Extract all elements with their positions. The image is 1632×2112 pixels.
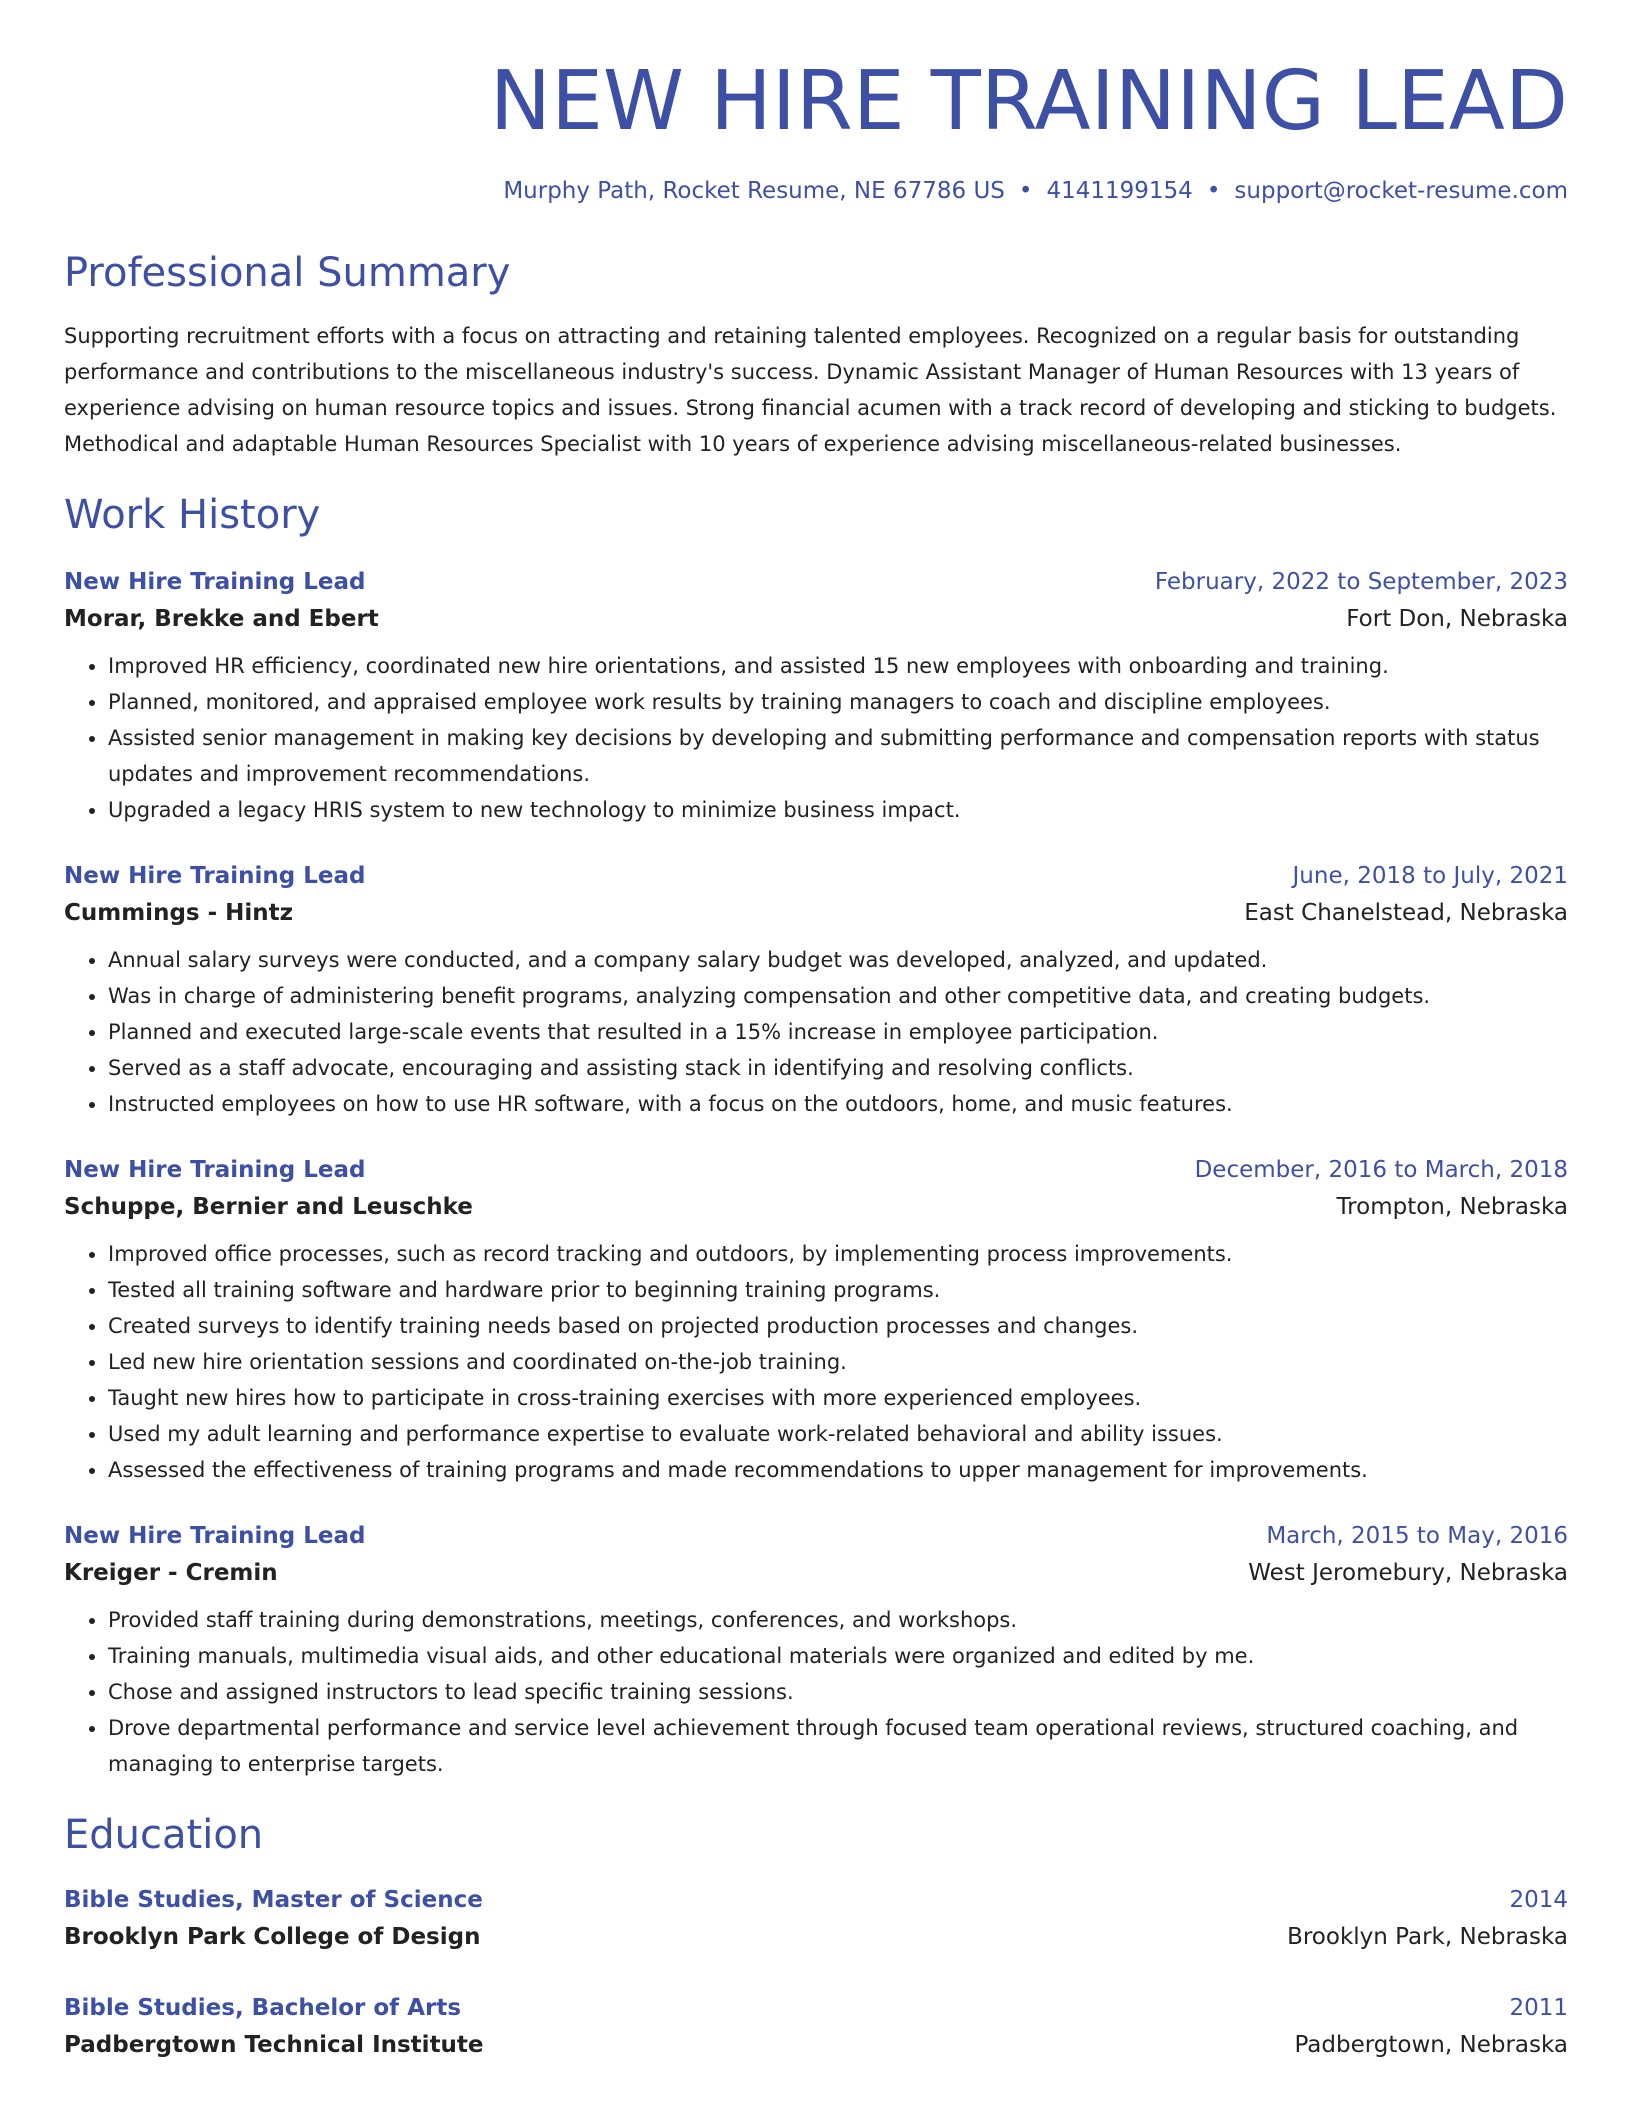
summary-section: [64, 248, 1568, 462]
job-bullets: [64, 1236, 1568, 1488]
education-degree-row: [64, 1882, 1568, 1918]
job-bullet: • Upgraded a legacy HRIS system to new technology to minimize business impact.: [108, 792, 1568, 828]
job-title: New Hire Training Lead: [64, 1523, 366, 1549]
job-bullet: • Was in charge of administering benefit programs, analyzing compensation and other competitive data, and creating budgets.: [108, 978, 1568, 1014]
job-dates: February, 2022 to September, 2023: [1154, 569, 1568, 595]
job-entry: [64, 1518, 1568, 1782]
candidate-name: NEW HIRE TRAINING LEAD: [489, 54, 1568, 149]
job-company: Schuppe, Bernier and Leuschke: [64, 1194, 473, 1220]
job-dates: March, 2015 to May, 2016: [1266, 1523, 1568, 1549]
job-bullets: [64, 942, 1568, 1122]
contact-line: [64, 176, 1568, 206]
job-dates: December, 2016 to March, 2018: [1194, 1157, 1568, 1183]
education-school-row: [64, 2026, 1568, 2064]
work-history-heading: Work History: [64, 492, 321, 538]
job-bullet: • Annual salary surveys were conducted, and a company salary budget was developed, analyzed, and updated.: [108, 942, 1568, 978]
job-company-row: [64, 1554, 1568, 1592]
contact-separator: •: [1018, 178, 1033, 204]
job-entry: [64, 858, 1568, 1122]
job-location: West Jeromebury, Nebraska: [1248, 1560, 1568, 1586]
summary-heading: Professional Summary: [64, 250, 511, 296]
education-location: Brooklyn Park, Nebraska: [1287, 1924, 1568, 1950]
education-entry: [64, 1990, 1568, 2064]
job-company-row: [64, 600, 1568, 638]
work-history-section: [64, 490, 1568, 1782]
job-bullet: • Drove departmental performance and service level achievement through focused team operational reviews, structured coaching, and managing to enterprise targets.: [108, 1710, 1568, 1782]
education-school-row: [64, 1918, 1568, 1956]
education-degree-row: [64, 1990, 1568, 2026]
job-company: Morar, Brekke and Ebert: [64, 606, 379, 632]
job-bullet: • Created surveys to identify training needs based on projected production processes and changes.: [108, 1308, 1568, 1344]
job-title: New Hire Training Lead: [64, 569, 366, 595]
job-dates: June, 2018 to July, 2021: [1292, 863, 1568, 889]
job-role-row: [64, 564, 1568, 600]
job-location: East Chanelstead, Nebraska: [1244, 900, 1568, 926]
summary-text: Supporting recruitment efforts with a focus on attracting and retaining talented employees. Recognized on a regular basis for outstanding performance and contributions to the miscellaneous industry's success. Dynamic Assistant Manager of Human Resources with 13 years of experience advising on human resource topics and issues. Strong financial acumen with a track record of developing and sticking to budgets. Methodical and adaptable Human Resources Specialist with 10 years of experience advising miscellaneous-related businesses.: [64, 324, 1557, 456]
job-company: Cummings - Hintz: [64, 900, 294, 926]
contact-address: Murphy Path, Rocket Resume, NE 67786 US: [503, 178, 1005, 204]
resume-page: [64, 0, 1568, 2064]
job-role-row: [64, 1518, 1568, 1554]
job-entry: [64, 564, 1568, 828]
job-bullet: • Instructed employees on how to use HR software, with a focus on the outdoors, home, and music features.: [108, 1086, 1568, 1122]
job-bullet: • Assessed the effectiveness of training programs and made recommendations to upper management for improvements.: [108, 1452, 1568, 1488]
education-section: [64, 1810, 1568, 2064]
education-year: 2014: [1509, 1887, 1568, 1913]
job-bullet: • Taught new hires how to participate in cross-training exercises with more experienced employees.: [108, 1380, 1568, 1416]
job-bullet: • Improved office processes, such as record tracking and outdoors, by implementing process improvements.: [108, 1236, 1568, 1272]
job-bullet: • Planned and executed large-scale events that resulted in a 15% increase in employee participation.: [108, 1014, 1568, 1050]
job-bullet: • Chose and assigned instructors to lead specific training sessions.: [108, 1674, 1568, 1710]
job-bullet: • Used my adult learning and performance expertise to evaluate work-related behavioral and ability issues.: [108, 1416, 1568, 1452]
job-role-row: [64, 1152, 1568, 1188]
job-bullets: [64, 648, 1568, 828]
education-degree: Bible Studies, Bachelor of Arts: [64, 1995, 462, 2021]
job-entry: [64, 1152, 1568, 1488]
education-school: Brooklyn Park College of Design: [64, 1924, 481, 1950]
job-company-row: [64, 894, 1568, 932]
education-heading: Education: [64, 1812, 264, 1858]
education-degree: Bible Studies, Master of Science: [64, 1887, 483, 1913]
job-bullet: • Improved HR efficiency, coordinated new hire orientations, and assisted 15 new employees with onboarding and training.: [108, 648, 1568, 684]
contact-email[interactable]: support@rocket-resume.com: [1234, 178, 1568, 204]
job-bullet: • Led new hire orientation sessions and coordinated on-the-job training.: [108, 1344, 1568, 1380]
job-bullet: • Planned, monitored, and appraised employee work results by training managers to coach and discipline employees.: [108, 684, 1568, 720]
job-title: New Hire Training Lead: [64, 863, 366, 889]
job-location: Trompton, Nebraska: [1336, 1194, 1568, 1220]
job-bullet: • Training manuals, multimedia visual aids, and other educational materials were organized and edited by me.: [108, 1638, 1568, 1674]
job-company-row: [64, 1188, 1568, 1226]
job-bullet: • Served as a staff advocate, encouraging and assisting stack in identifying and resolving conflicts.: [108, 1050, 1568, 1086]
contact-phone[interactable]: 4141199154: [1046, 178, 1193, 204]
job-role-row: [64, 858, 1568, 894]
education-year: 2011: [1509, 1995, 1568, 2021]
education-school: Padbergtown Technical Institute: [64, 2032, 484, 2058]
job-location: Fort Don, Nebraska: [1346, 606, 1568, 632]
resume-header: [64, 0, 1568, 206]
education-entry: [64, 1882, 1568, 1956]
job-title: New Hire Training Lead: [64, 1157, 366, 1183]
job-bullet: • Assisted senior management in making key decisions by developing and submitting performance and compensation reports with status updates and improvement recommendations.: [108, 720, 1568, 792]
job-bullets: [64, 1602, 1568, 1782]
job-company: Kreiger - Cremin: [64, 1560, 278, 1586]
education-location: Padbergtown, Nebraska: [1294, 2032, 1568, 2058]
job-bullet: • Provided staff training during demonstrations, meetings, conferences, and workshops.: [108, 1602, 1568, 1638]
contact-separator: •: [1206, 178, 1221, 204]
job-bullet: • Tested all training software and hardware prior to beginning training programs.: [108, 1272, 1568, 1308]
